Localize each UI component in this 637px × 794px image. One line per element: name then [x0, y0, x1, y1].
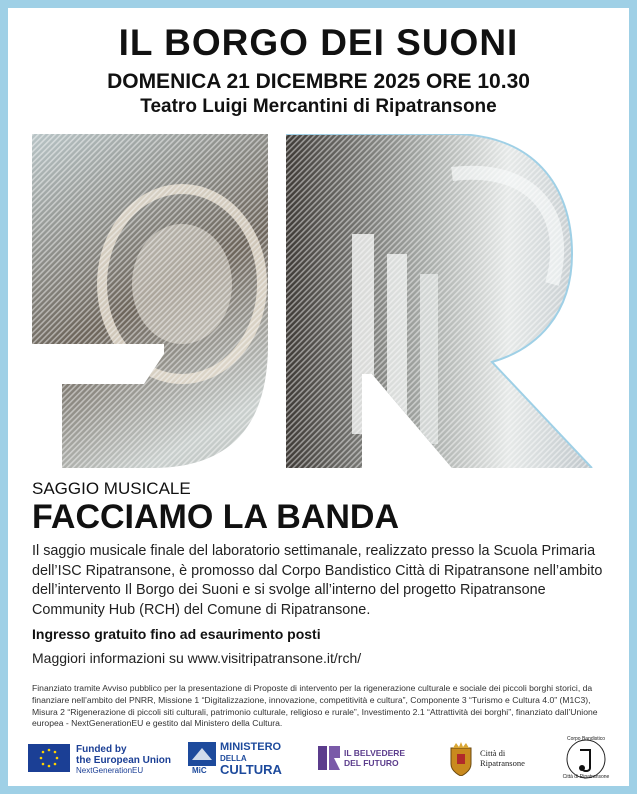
- more-info-link[interactable]: Maggiori informazioni su www.visitripatransone.it/rch/: [32, 650, 362, 666]
- citta-ripatransone-logo: [448, 736, 538, 782]
- mic-line-3: CULTURA: [220, 762, 282, 777]
- eu-flag-icon: [28, 744, 70, 772]
- poster: [8, 8, 629, 786]
- eu-line-1: Funded by: [76, 744, 127, 755]
- event-headline: FACCIAMO LA BANDA: [32, 498, 400, 536]
- mic-abbr: MiC: [192, 766, 207, 775]
- funding-note: Finanziato tramite Avviso pubblico per la presentazione di Proposte di intervento per la rigenerazione culturale e sociale dei piccoli borghi storici, da finanziare nell’ambito del PNRR, Missione 1 “Digitalizzazione, innovazione, competitività e cultura”, Componente 3 “Turismo e Cultura 4.0” (M1C3), Misura 2 “Rigenerazione di piccoli siti culturali, patrimonio culturale, religioso e rurale”, Investimento 2.1 “Attrattività dei borghi”, finanziato dall’Unione europea - NextGenerationEU e gestito dal Ministero della Cultura.: [32, 683, 598, 729]
- event-venue: Teatro Luigi Mercantini di Ripatransone: [140, 96, 497, 117]
- logo-bar: [28, 736, 618, 782]
- event-date: DOMENICA 21 DICEMBRE 2025 ORE 10.30: [107, 70, 530, 93]
- belvedere-emblem-icon: [318, 746, 340, 770]
- corpo-bandistico-logo: [556, 736, 616, 782]
- event-title: IL BORGO DEI SUONI: [118, 22, 519, 63]
- citta-line-1: Città di: [480, 748, 506, 758]
- mic-line-2: DELLA: [220, 754, 247, 763]
- belvedere-line-2: DEL FUTURO: [344, 758, 399, 768]
- banda-line-2: Città di Ripatransone: [562, 774, 610, 780]
- belvedere-line-1: IL BELVEDERE: [344, 748, 406, 758]
- belvedere-logo: [318, 736, 428, 782]
- event-description: Il saggio musicale finale del laboratorio settimanale, realizzato presso la Scuola Primaria dell’ISC Ripatransone, è promosso dal Corpo Bandistico Città di Ripatransone nell’ambito dell’intervento Il Borgo dei Suoni e si svolge all’interno del progetto Ripatransone Community Hub (RCH) del Comune di Ripatransone.: [32, 543, 603, 618]
- event-kicker: SAGGIO MUSICALE: [32, 479, 191, 498]
- eu-line-3: NextGenerationEU: [76, 766, 144, 775]
- mic-line-1: MINISTERO: [220, 741, 282, 753]
- eu-line-2: the European Union: [76, 755, 171, 766]
- mic-logo: [188, 736, 288, 782]
- citta-line-2: Ripatransone: [480, 758, 525, 768]
- eu-logo: [28, 736, 178, 782]
- coat-of-arms-icon: [448, 742, 474, 776]
- instrument-photo-letters: [32, 134, 604, 468]
- banda-line-1: Corpo Bandistico: [566, 736, 606, 742]
- entry-info: Ingresso gratuito fino ad esaurimento posti: [32, 626, 321, 642]
